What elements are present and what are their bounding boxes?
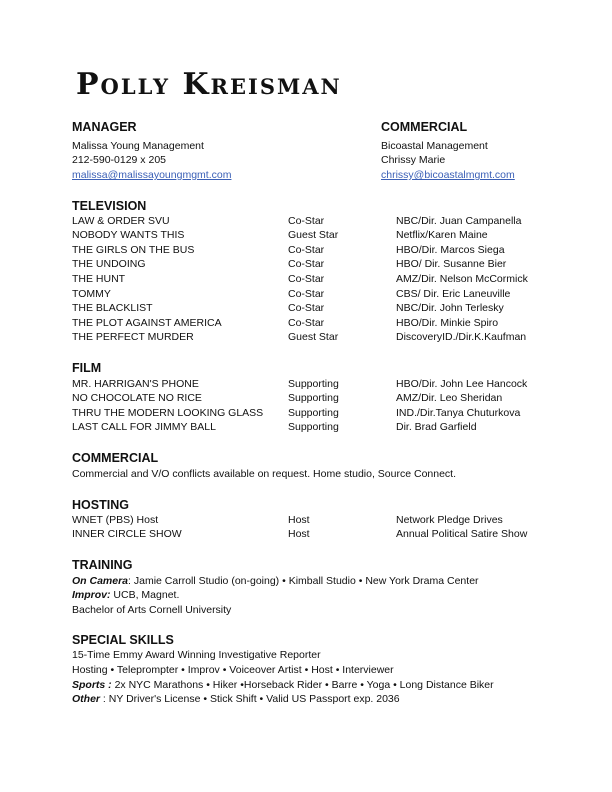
film-row-title: LAST CALL FOR JIMMY BALL [72,421,216,433]
film-row-credit: HBO/Dir. John Lee Hancock [396,378,528,390]
film-row-credit: AMZ/Dir. Leo Sheridan [396,392,503,404]
actor-name: Polly Kreisman [76,67,342,102]
skills-line-other [72,694,400,705]
film-row-role: Supporting [288,392,339,404]
tv-row-title: THE UNDOING [72,258,146,270]
film-row-title: MR. HARRIGAN'S PHONE [72,378,199,390]
film-row-credit: IND./Dir.Tanya Chuturkova [396,407,521,419]
training-heading: TRAINING [72,558,133,572]
commercial-rep-company: Bicoastal Management [381,140,488,152]
commercial-heading: COMMERCIAL [72,451,159,465]
tv-row-role: Co-Star [288,244,325,256]
tv-row-role: Co-Star [288,258,325,270]
film-row-credit: Dir. Brad Garfield [396,421,477,433]
tv-row-title: LAW & ORDER SVU [72,215,170,227]
training-improv [72,590,179,601]
training-degree: Bachelor of Arts Cornell University [72,604,232,616]
hosting-row-role: Host [288,528,310,540]
tv-row-credit: NBC/Dir. Juan Campanella [396,215,522,227]
tv-row-role: Guest Star [288,331,339,343]
tv-row-credit: HBO/Dir. Minkie Spiro [396,317,499,329]
tv-row-role: Guest Star [288,229,339,241]
tv-row-title: THE PERFECT MURDER [72,331,194,343]
hosting-row-credit: Network Pledge Drives [396,514,503,526]
manager-phone: 212-590-0129 x 205 [72,154,166,166]
tv-row-credit: DiscoveryID./Dir.K.Kaufman [396,331,527,343]
commercial-rep-contact: Chrissy Marie [381,154,446,166]
tv-row-credit: HBO/Dir. Marcos Siega [396,244,505,256]
commercial-rep-heading: COMMERCIAL [381,120,468,134]
tv-row-role: Co-Star [288,288,325,300]
hosting-row-title: WNET (PBS) Host [72,514,159,526]
skills-line-sports [72,680,494,691]
tv-row-credit: Netflix/Karen Maine [396,229,488,241]
training-on-camera [72,576,479,587]
film-row-role: Supporting [288,407,339,419]
hosting-row-credit: Annual Political Satire Show [396,528,528,540]
sports-label: Sports : [72,679,112,691]
commercial-rep-email-link[interactable]: chrissy@bicoastalmgmt.com [381,169,515,181]
tv-row-title: THE HUNT [72,273,126,285]
skills-line-reporter: 15-Time Emmy Award Winning Investigative Reporter [72,649,321,661]
sports-text: 2x NYC Marathons • Hiker •Horseback Rider • Barre • Yoga • Long Distance Biker [111,679,494,691]
manager-company: Malissa Young Management [72,140,204,152]
film-heading: FILM [72,361,102,375]
tv-row-title: THE PLOT AGAINST AMERICA [72,317,222,329]
manager-heading: MANAGER [72,120,137,134]
hosting-heading: HOSTING [72,498,129,512]
other-text: : NY Driver's License • Stick Shift • Valid US Passport exp. 2036 [100,693,400,705]
other-label: Other [72,693,101,705]
tv-row-title: THE GIRLS ON THE BUS [72,244,195,256]
skills-line-hosting: Hosting • Teleprompter • Improv • Voiceover Artist • Host • Interviewer [72,664,394,676]
hosting-row-title: INNER CIRCLE SHOW [72,528,182,540]
film-row-title: THRU THE MODERN LOOKING GLASS [72,407,264,419]
tv-row-credit: NBC/Dir. John Terlesky [396,302,504,314]
special-skills-heading: SPECIAL SKILLS [72,633,174,647]
film-row-role: Supporting [288,421,339,433]
hosting-row-role: Host [288,514,310,526]
tv-row-title: TOMMY [72,288,111,300]
manager-email-link[interactable]: malissa@malissayoungmgmt.com [72,169,232,181]
tv-row-title: THE BLACKLIST [72,302,153,314]
commercial-text: Commercial and V/O conflicts available on request. Home studio, Source Connect. [72,468,457,480]
tv-row-credit: AMZ/Dir. Nelson McCormick [396,273,528,285]
tv-row-role: Co-Star [288,273,325,285]
tv-row-role: Co-Star [288,317,325,329]
on-camera-text: : Jamie Carroll Studio (on-going) • Kimball Studio • New York Drama Center [128,575,479,587]
improv-text: UCB, Magnet. [110,589,180,601]
tv-row-credit: HBO/ Dir. Susanne Bier [396,258,507,270]
tv-row-title: NOBODY WANTS THIS [72,229,185,241]
television-heading: TELEVISION [72,199,147,213]
film-row-role: Supporting [288,378,339,390]
on-camera-label: On Camera [72,575,129,587]
tv-row-credit: CBS/ Dir. Eric Laneuville [396,288,511,300]
tv-row-role: Co-Star [288,215,325,227]
film-row-title: NO CHOCOLATE NO RICE [72,392,202,404]
improv-label: Improv: [72,589,111,601]
tv-row-role: Co-Star [288,302,325,314]
